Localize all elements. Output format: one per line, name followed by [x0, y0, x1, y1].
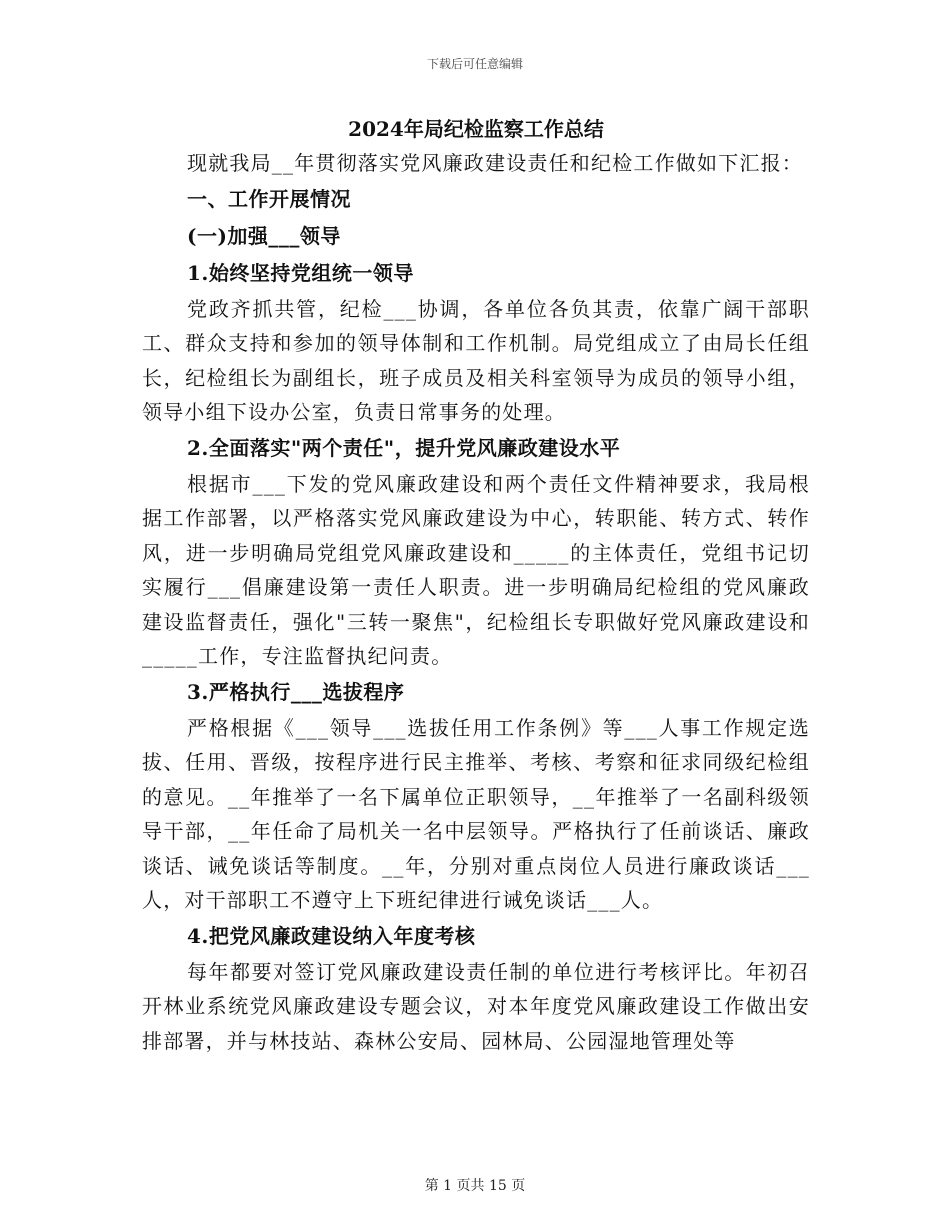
- item-heading: 4.把党风廉政建设纳入年度考核: [187, 923, 476, 948]
- intro-paragraph: 现就我局__年贯彻落实党风廉政建设责任和纪检工作做如下汇报：: [187, 151, 803, 175]
- item-heading: 2.全面落实"两个责任"，提升党风廉政建设水平: [187, 435, 621, 460]
- item-paragraph: 每年都要对签订党风廉政建设责任制的单位进行考核评比。年初召开林业系统党风廉政建设专题会议，对本年度党风廉政建设工作做出安排部署，并与林技站、森林公安局、园林局、公园湿地管理处等: [142, 959, 810, 1053]
- header-note: 下载后可任意编辑: [426, 57, 523, 71]
- item-heading: 1.始终坚持党组统一领导: [187, 260, 414, 285]
- page-number: 第 1 页共 15 页: [424, 1178, 526, 1194]
- subsection-heading: (一)加强___领导: [187, 223, 341, 248]
- item-paragraph: 党政齐抓共管，纪检___协调，各单位各负其责，依靠广阔干部职工、群众支持和参加的领导体制和工作机制。局党组成立了由局长任组长，纪检组长为副组长，班子成员及相关科室领导为成员的领导小组，领导小组下设办公室，负责日常事务的处理。: [142, 296, 810, 424]
- item-paragraph: 严格根据《___领导___选拔任用工作条例》等___人事工作规定选拔、任用、晋级，按程序进行民主推举、考核、考察和征求同级纪检组的意见。__年推举了一名下属单位正职领导，__年推举了一名副科级领导干部，__年任命了局机关一名中层领导。严格执行了任前谈话、廉政谈话、诫免谈话等制度。__年，分别对重点岗位人员进行廉政谈话___人，对干部职工不遵守上下班纪律进行诫免谈话___人。: [142, 715, 810, 912]
- document-title: 2024年局纪检监察工作总结: [348, 117, 604, 141]
- section-heading: 一、工作开展情况: [187, 186, 351, 211]
- item-paragraph: 根据市___下发的党风廉政建设和两个责任文件精神要求，我局根据工作部署，以严格落实党风廉政建设为中心，转职能、转方式、转作风，进一步明确局党组党风廉政建设和_____的主体责任，党组书记切实履行___倡廉建设第一责任人职责。进一步明确局纪检组的党风廉政建设监督责任，强化"三转一聚焦"，纪检组长专职做好党风廉政建设和_____工作，专注监督执纪问责。: [142, 471, 810, 668]
- item-heading: 3.严格执行___选拔程序: [187, 679, 405, 704]
- document-body: [142, 112, 810, 1058]
